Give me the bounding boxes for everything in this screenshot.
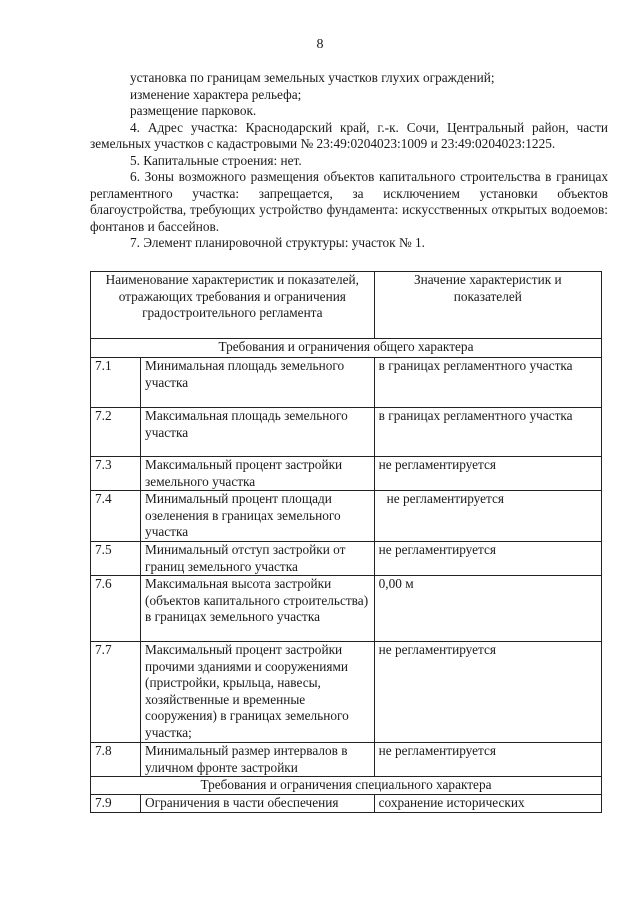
section-general-row xyxy=(91,339,602,358)
table-row xyxy=(91,457,602,491)
row-number: 7.1 xyxy=(91,358,141,408)
paragraph-address: 4. Адрес участка: Краснодарский край, г.-к. Сочи, Центральный район, части земельных участков с кадастровыми № 23:49:0204023:1009 и 23:49:0204023:1225. xyxy=(90,119,608,151)
table-row xyxy=(91,491,602,542)
header-values: Значение характеристик и показателей xyxy=(374,272,601,339)
section-special: Требования и ограничения специального характера xyxy=(91,777,602,795)
paragraph-structure-element: 7. Элемент планировочной структуры: участок № 1. xyxy=(130,235,425,250)
row-name: Максимальный процент застройки прочими зданиями и сооружениями (пристройки, крыльца, навесы, хозяйственные и временные сооружения) в границах земельного участка; xyxy=(141,642,375,743)
row-name: Минимальный размер интервалов в уличном фронте застройки xyxy=(141,743,375,777)
table-row xyxy=(91,576,602,642)
row-number: 7.5 xyxy=(91,542,141,576)
row-value: в границах регламентного участка xyxy=(374,358,601,408)
row-value: 0,00 м xyxy=(374,576,601,642)
table-row xyxy=(91,542,602,576)
list-line-parking: размещение парковок. xyxy=(130,103,257,118)
paragraph-zones: 6. Зоны возможного размещения объектов капитального строительства в границах регламентного участка: запрещается, за исключением установки объектов благоустройства, требующих устройство фундамента: искусственных открытых водоемов: фонтанов и бассейнов. xyxy=(90,169,608,234)
row-number: 7.9 xyxy=(91,794,141,812)
row-value: не регламентируется xyxy=(374,491,601,542)
row-name: Максимальный процент застройки земельного участка xyxy=(141,457,375,491)
row-number: 7.8 xyxy=(91,743,141,777)
row-name: Минимальный процент площади озеленения в границах земельного участка xyxy=(141,491,375,542)
row-value: не регламентируется xyxy=(374,542,601,576)
list-line-relief: изменение характера рельефа; xyxy=(130,86,302,102)
section-general: Требования и ограничения общего характера xyxy=(91,339,602,358)
regulations-table xyxy=(90,271,602,813)
row-name: Максимальная площадь земельного участка xyxy=(141,408,375,457)
row-value: сохранение исторических xyxy=(374,794,601,812)
table-row xyxy=(91,794,602,812)
table-row xyxy=(91,743,602,777)
table-row xyxy=(91,642,602,743)
row-name: Максимальная высота застройки (объектов капитального строительства) в границах земельного участка xyxy=(141,576,375,642)
row-value: в границах регламентного участка xyxy=(374,408,601,457)
row-number: 7.2 xyxy=(91,408,141,457)
list-line-fences: установка по границам земельных участков глухих ограждений; xyxy=(130,70,495,85)
table-header-row xyxy=(91,272,602,339)
row-number: 7.6 xyxy=(91,576,141,642)
table-row xyxy=(91,358,602,408)
section-special-row xyxy=(91,777,602,795)
table-row xyxy=(91,408,602,457)
body-text xyxy=(90,70,608,252)
row-number: 7.3 xyxy=(91,457,141,491)
row-value: не регламентируется xyxy=(374,642,601,743)
page-number: 8 xyxy=(316,37,324,52)
row-number: 7.4 xyxy=(91,491,141,542)
row-name: Минимальный отступ застройки от границ земельного участка xyxy=(141,542,375,576)
row-value: не регламентируется xyxy=(374,457,601,491)
paragraph-buildings: 5. Капитальные строения: нет. xyxy=(130,152,302,168)
row-name: Ограничения в части обеспечения xyxy=(141,794,375,812)
row-name: Минимальная площадь земельного участка xyxy=(141,358,375,408)
header-characteristics: Наименование характеристик и показателей, отражающих требования и ограничения градостроительного регламента xyxy=(91,272,375,339)
row-number: 7.7 xyxy=(91,642,141,743)
row-value: не регламентируется xyxy=(374,743,601,777)
